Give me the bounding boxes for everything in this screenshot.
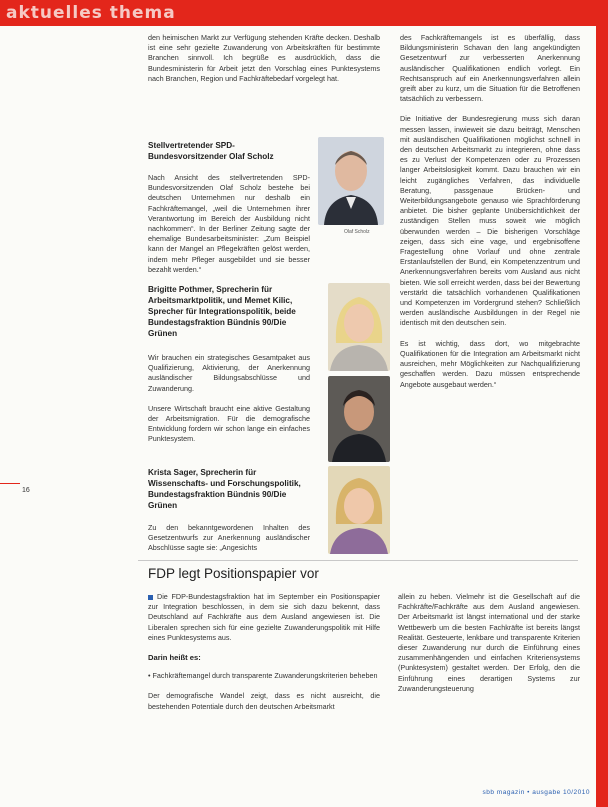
scholz-text-block [148, 173, 310, 285]
left-column-intro [148, 33, 380, 94]
fdp-right-text: allein zu heben. Vielmehr ist die Gesellschaft auf die Fachkräfte/Fachkräfte aus dem Ausland angewiesen. Der Arbeitsmarkt ist längst international und der starke Wettbewerb um die besten Fachkräfte ist bereits längst Realität. Gesteuerte, lenkbare und transparente Kriterien dieser Zuwanderung nur durch die Einführung eines zusammenhängenden und einfachen Kriteriensystems (Punktesystem) gestaltet werden. Der Erfolg, den die Einführung eines derartigen Systems zur Zuwanderungsteuerung [398, 592, 580, 693]
fdp-intro [148, 592, 380, 643]
right-column-top [400, 33, 580, 400]
fdp-list-item-text: Fachkräftemangel durch transparente Zuwanderungskriterien beheben [152, 671, 378, 681]
right-paragraph-1: des Fachkräftemangels ist es überfällig, dass Bildungsministerin Schavan den lang angekündigten Gesetzentwurf zur verbesserten Anerkennung ausländischer Qualifikationen endlich vorlegt. Ein Rechtsanspruch auf ein Anerkennungsverfahren allein greift aber zu kurz, um die Situation für die Betroffenen tatsächlich zu verbessern. [400, 33, 580, 104]
pothmer-heading: Brigitte Pothmer, Sprecherin für Arbeitsmarktpolitik, und Memet Kilic, Sprecher für Integrationspolitik, beide Bundestagsfraktion Bündnis 90/Die Grünen [148, 285, 296, 338]
sager-photo [328, 466, 390, 554]
pothmer-text-block [148, 353, 310, 455]
pothmer-photo [328, 283, 390, 371]
right-paragraph-3: Es ist wichtig, dass dort, wo mitgebrachte Qualifikationen für die Integration am Arbeitsmarkt nicht ausreichen, mehr Möglichkeiten zur Nachqualifizierung geschaffen werden. Dazu müssen entsprechende Angebote ausgebaut werden.“ [400, 338, 580, 389]
fdp-body: Der demografische Wandel zeigt, dass es nicht ausreicht, die bestehenden Potentiale durch den deutschen Arbeitsmarkt [148, 691, 380, 711]
sager-text: Zu den bekanntgewordenen Inhalten des Gesetzentwurfs zur Anerkennung ausländischer Abschlüsse sagte sie: „Angesichts [148, 523, 310, 553]
page-number: 16 [22, 487, 30, 494]
right-paragraph-2: Die Initiative der Bundesregierung muss sich daran messen lassen, inwieweit sie dazu beiträgt, Menschen mit ausländischen Qualifikationen möglichst schnell in den deutschen Arbeitsmarkt zu integrieren, ohne dass es zu Verlust der Kompetenzen oder zu Prozessen langer Arbeitslosigkeit kommt. Dazu brauchen wir ein leicht zugängliches Verfahren, das individuelle Beratung, passgenaue Brücken- und Weiterbildungsangebote genauso wie Sprachförderung anbietet. Die bisher geplante Unübersichtlichkeit der zuständigen Stellen muss soweit wie möglich überwunden werden – Die bisherigen Vorschläge zeigen, dass sich eine vage, und ergebnisoffene Fragestellung ohne Vorlauf und ohne zentrale Erstanlaufstellen der Bund, ein Kompetenzzentrum und Anerkennungsverfahren bereits vom Ausland aus nicht bieten. Wie soll erreicht werden, dass bei der Bewertung verstärkt die tatsächlich vorhandenen Qualifikationen und Kompetenzen im Vordergrund stehen? Schließlich werden ausländische Ausbildungen in der Regel nie identisch mit den deutschen sein. [400, 114, 580, 328]
fdp-section-title: FDP legt Positionspapier vor [148, 566, 319, 581]
scholz-photo [318, 137, 384, 225]
fdp-list-item: • Fachkräftemangel durch transparente Zuwanderungskriterien beheben [148, 671, 378, 681]
fdp-intro-text: Die FDP-Bundestagsfraktion hat im September ein Positionspapier zur Integration beschlossen, in dem sie sich dazu bekennt, dass Deutschland auf Fachkräfte aus dem Ausland angewiesen ist. Die Liberalen sprechen sich für eine gezielte Zuwanderungspolitik mit Hilfe eines Punktesystems aus. [148, 592, 380, 642]
section-divider [138, 560, 578, 561]
section-kicker: aktuelles thema [6, 3, 176, 23]
section-header-bar [0, 0, 608, 26]
page-number-rule [0, 483, 20, 484]
page-footer: sbb magazin • ausgabe 10/2010 [482, 789, 590, 796]
fdp-right-column [398, 592, 580, 704]
right-edge-strip [596, 0, 608, 807]
pothmer-paragraph-1: Wir brauchen ein strategisches Gesamtpaket aus Qualifizierung, Aktivierung, der Anerkennung ausländischer Bildungsabschlüsse und Zuwanderung. [148, 353, 310, 393]
sager-block [148, 467, 310, 518]
scholz-heading: Stellvertretender SPD-Bundesvorsitzender Olaf Scholz [148, 141, 274, 161]
sager-text-block [148, 523, 310, 564]
pothmer-block [148, 284, 310, 346]
scholz-photo-caption: Olaf Scholz [344, 229, 370, 235]
intro-paragraph: den heimischen Markt zur Verfügung stehenden Kräfte decken. Deshalb ist eine sehr gezielte Zuwanderung von Arbeitskräften für bestimmte Branchen sinnvoll. Ich begrüße es ausdrücklich, dass die Bundesministerin für Arbeit jetzt den Vorschlag eines Punktesystems nach Branchen, Region und Fachkräftebedarf vorgelegt hat. [148, 33, 380, 83]
fdp-left-column [148, 592, 380, 722]
fdp-subhead: Darin heißt es: [148, 653, 201, 663]
kilic-photo [328, 376, 390, 462]
scholz-text: Nach Ansicht des stellvertretenden SPD-Bundesvorsitzenden Olaf Scholz bestehe bei deutschen Unternehmen nur deshalb ein Fachkräftemangel, „weil die Unternehmen ihrer Verantwortung im Bereich der Ausbildung nicht nachkommen“. In der Berliner Zeitung sagte der ehemalige Bundesarbeitsminister: „Zum Beispiel kann der Mangel an Pflegekräften gelöst werden, indem mehr Pfleger ausgebildet und sie besser bezahlt werden.“ [148, 173, 310, 274]
sager-heading: Krista Sager, Sprecherin für Wissenschafts- und Forschungspolitik, Bundestagsfraktion Bündnis 90/Die Grünen [148, 468, 301, 510]
scholz-block [148, 140, 310, 169]
pothmer-paragraph-2: Unsere Wirtschaft braucht eine aktive Gestaltung der Arbeitsmigration. Für die demografische Entwicklung fordern wir schon lange ein einfaches Punktesystem. [148, 403, 310, 444]
blue-square-bullet-icon [148, 595, 153, 600]
